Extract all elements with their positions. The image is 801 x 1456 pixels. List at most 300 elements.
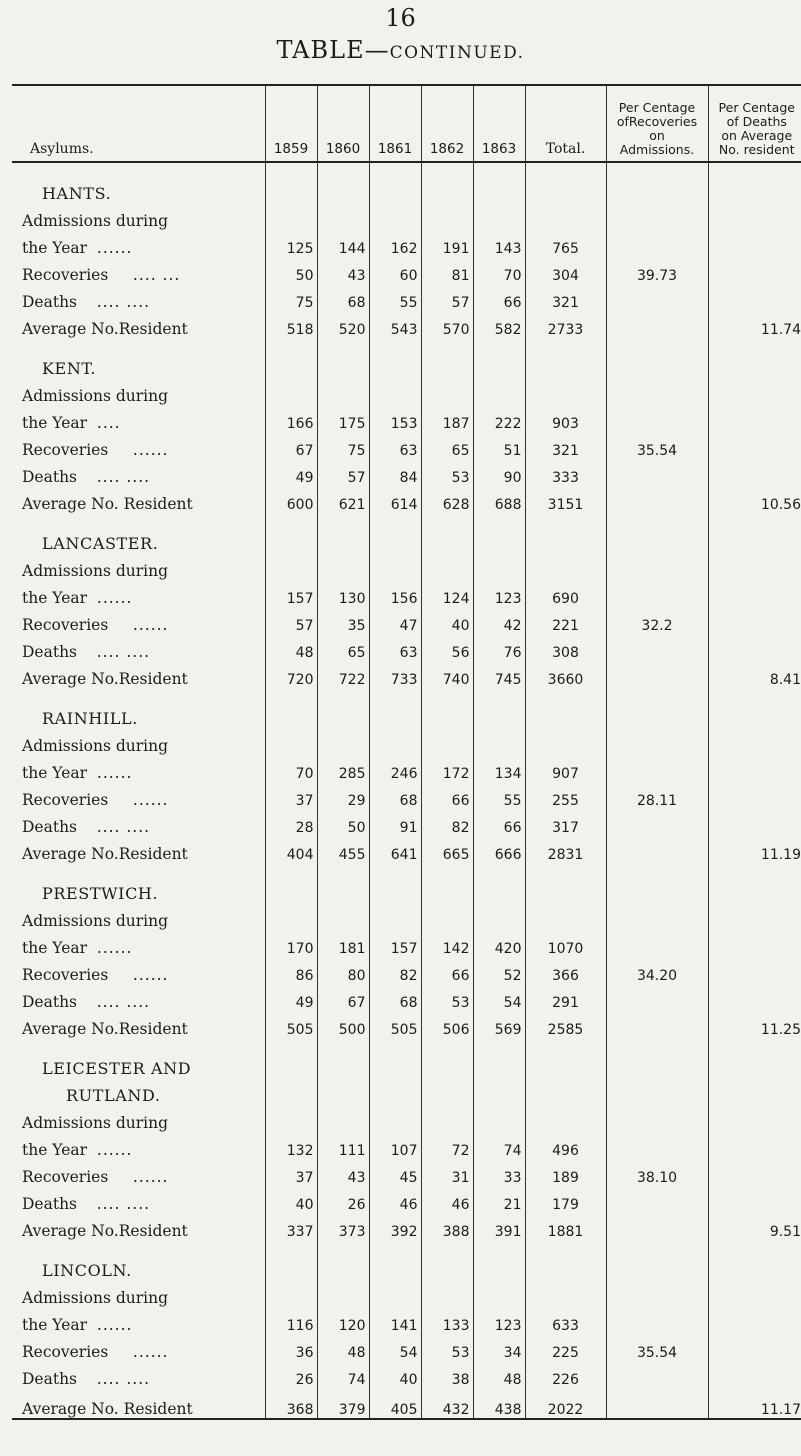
header-pct-deaths: Per Centage of Deaths on Average No. resident — [708, 85, 801, 162]
empty-cell — [369, 162, 421, 203]
empty-cell — [369, 1240, 421, 1280]
empty-cell — [473, 553, 525, 580]
title-main: TABLE— — [276, 36, 390, 64]
empty-cell — [606, 553, 708, 580]
row-label-recoveries: Recoveries .... ... — [22, 266, 181, 284]
pct-recoveries-value: 35.54 — [606, 1334, 708, 1361]
table-row — [12, 1280, 801, 1307]
empty-cell — [606, 459, 708, 486]
section-header-row — [12, 688, 801, 728]
recoveries-total: 255 — [525, 782, 606, 809]
header-asylums: Asylums. — [12, 85, 265, 162]
empty-cell — [525, 688, 606, 728]
deaths-value: 50 — [317, 809, 369, 836]
admissions-value: 157 — [265, 580, 317, 607]
average-value: 621 — [317, 486, 369, 513]
table-row-average — [12, 311, 801, 338]
empty-cell — [708, 688, 801, 728]
section-name: HANTS. — [42, 184, 112, 203]
deaths-value: 40 — [265, 1186, 317, 1213]
row-label-admissions: Admissions during — [22, 1114, 169, 1132]
empty-cell — [525, 1240, 606, 1280]
admissions-value: 285 — [317, 755, 369, 782]
deaths-value: 68 — [317, 284, 369, 311]
deaths-value: 56 — [421, 634, 473, 661]
average-value: 405 — [369, 1388, 421, 1419]
table-row — [12, 553, 801, 580]
empty-cell — [606, 230, 708, 257]
table-row-deaths — [12, 284, 801, 311]
section-header-row — [12, 162, 801, 203]
pct-deaths-value: 9.51 — [708, 1213, 801, 1240]
table-row-admissions — [12, 1307, 801, 1334]
empty-cell — [606, 1078, 708, 1105]
empty-cell — [473, 203, 525, 230]
deaths-value: 66 — [473, 284, 525, 311]
pct-recoveries-value: 35.54 — [606, 432, 708, 459]
deaths-value: 67 — [317, 984, 369, 1011]
row-label-average: Average No.Resident — [22, 320, 188, 338]
table-row — [12, 728, 801, 755]
deaths-value: 63 — [369, 634, 421, 661]
row-label-average: Average No.Resident — [22, 1020, 188, 1038]
table-row-recoveries — [12, 782, 801, 809]
empty-cell — [708, 607, 801, 634]
row-label-average: Average No. Resident — [22, 495, 193, 513]
empty-cell — [708, 513, 801, 553]
average-total: 2585 — [525, 1011, 606, 1038]
pct-deaths-value: 11.17 — [708, 1388, 801, 1419]
deaths-value: 46 — [369, 1186, 421, 1213]
empty-cell — [473, 728, 525, 755]
empty-cell — [708, 1038, 801, 1078]
average-value: 520 — [317, 311, 369, 338]
admissions-total: 690 — [525, 580, 606, 607]
section-name: LEICESTER AND — [42, 1059, 192, 1078]
table-row-recoveries — [12, 1159, 801, 1186]
header-year: 1863 — [473, 85, 525, 162]
table-row-recoveries — [12, 432, 801, 459]
table-row-admissions — [12, 755, 801, 782]
header-year: 1860 — [317, 85, 369, 162]
recoveries-value: 50 — [265, 257, 317, 284]
admissions-total: 1070 — [525, 930, 606, 957]
empty-cell — [473, 378, 525, 405]
section-header-row — [12, 338, 801, 378]
empty-cell — [606, 1307, 708, 1334]
empty-cell — [708, 809, 801, 836]
average-value: 641 — [369, 836, 421, 863]
table-row-admissions — [12, 1132, 801, 1159]
row-label-average: Average No. Resident — [12, 1388, 265, 1419]
recoveries-value: 31 — [421, 1159, 473, 1186]
empty-cell — [265, 203, 317, 230]
empty-cell — [606, 728, 708, 755]
empty-cell — [606, 1280, 708, 1307]
empty-cell — [606, 513, 708, 553]
deaths-value: 48 — [265, 634, 317, 661]
table-row-deaths — [12, 809, 801, 836]
average-total: 2022 — [525, 1388, 606, 1419]
table-row-average — [12, 1213, 801, 1240]
deaths-value: 65 — [317, 634, 369, 661]
recoveries-value: 35 — [317, 607, 369, 634]
empty-cell — [606, 863, 708, 903]
empty-cell — [708, 459, 801, 486]
empty-cell — [606, 809, 708, 836]
empty-cell — [525, 863, 606, 903]
recoveries-value: 75 — [317, 432, 369, 459]
empty-cell — [421, 728, 473, 755]
empty-cell — [421, 1038, 473, 1078]
row-label-average: Average No.Resident — [22, 1222, 188, 1240]
deaths-value: 57 — [317, 459, 369, 486]
empty-cell — [525, 1078, 606, 1105]
average-value: 404 — [265, 836, 317, 863]
table-row — [12, 203, 801, 230]
deaths-value: 55 — [369, 284, 421, 311]
section-header-row — [12, 513, 801, 553]
average-value: 745 — [473, 661, 525, 688]
empty-cell — [473, 688, 525, 728]
empty-cell — [473, 1240, 525, 1280]
pct-recoveries-value: 32.2 — [606, 607, 708, 634]
table-row — [12, 378, 801, 405]
admissions-value: 142 — [421, 930, 473, 957]
header-pct-recoveries: Per Centage ofRecoveries on Admissions. — [606, 85, 708, 162]
empty-cell — [606, 903, 708, 930]
recoveries-value: 80 — [317, 957, 369, 984]
empty-cell — [708, 257, 801, 284]
recoveries-value: 65 — [421, 432, 473, 459]
recoveries-value: 54 — [369, 1334, 421, 1361]
empty-cell — [473, 863, 525, 903]
deaths-value: 76 — [473, 634, 525, 661]
average-value: 720 — [265, 661, 317, 688]
row-label-recoveries: Recoveries ...... — [22, 966, 169, 984]
row-label-the-year: the Year ...... — [22, 239, 133, 257]
empty-cell — [606, 1105, 708, 1132]
empty-cell — [265, 728, 317, 755]
row-label-the-year: the Year ...... — [22, 1316, 133, 1334]
deaths-value: 48 — [473, 1361, 525, 1388]
recoveries-value: 52 — [473, 957, 525, 984]
empty-cell — [525, 1038, 606, 1078]
average-total: 2831 — [525, 836, 606, 863]
admissions-value: 132 — [265, 1132, 317, 1159]
empty-cell — [606, 1213, 708, 1240]
empty-cell — [708, 1078, 801, 1105]
empty-cell — [606, 486, 708, 513]
recoveries-value: 82 — [369, 957, 421, 984]
empty-cell — [317, 1105, 369, 1132]
deaths-value: 53 — [421, 984, 473, 1011]
admissions-value: 111 — [317, 1132, 369, 1159]
pct-deaths-value: 11.25 — [708, 1011, 801, 1038]
row-label-recoveries: Recoveries ...... — [22, 1168, 169, 1186]
empty-cell — [317, 863, 369, 903]
average-total: 2733 — [525, 311, 606, 338]
empty-cell — [265, 903, 317, 930]
admissions-value: 130 — [317, 580, 369, 607]
empty-cell — [317, 1078, 369, 1105]
recoveries-value: 47 — [369, 607, 421, 634]
table-row-recoveries — [12, 607, 801, 634]
header-total: Total. — [525, 85, 606, 162]
header-year: 1861 — [369, 85, 421, 162]
section-name: KENT. — [42, 359, 97, 378]
deaths-value: 46 — [421, 1186, 473, 1213]
empty-cell — [369, 863, 421, 903]
empty-cell — [606, 284, 708, 311]
empty-cell — [525, 553, 606, 580]
average-value: 392 — [369, 1213, 421, 1240]
empty-cell — [421, 338, 473, 378]
table-row-average — [12, 1011, 801, 1038]
admissions-value: 123 — [473, 580, 525, 607]
empty-cell — [708, 284, 801, 311]
empty-cell — [606, 1011, 708, 1038]
admissions-value: 187 — [421, 405, 473, 432]
empty-cell — [265, 378, 317, 405]
empty-cell — [708, 378, 801, 405]
average-total: 3660 — [525, 661, 606, 688]
average-value: 518 — [265, 311, 317, 338]
deaths-value: 53 — [421, 459, 473, 486]
empty-cell — [473, 338, 525, 378]
empty-cell — [265, 513, 317, 553]
empty-cell — [473, 1105, 525, 1132]
empty-cell — [317, 728, 369, 755]
section-name: PRESTWICH. — [42, 884, 159, 903]
empty-cell — [369, 553, 421, 580]
empty-cell — [421, 863, 473, 903]
table-row-recoveries — [12, 1334, 801, 1361]
empty-cell — [708, 984, 801, 1011]
section-header-row — [12, 863, 801, 903]
admissions-value: 120 — [317, 1307, 369, 1334]
average-value: 505 — [265, 1011, 317, 1038]
row-label-admissions: Admissions during — [22, 737, 169, 755]
empty-cell — [421, 1105, 473, 1132]
recoveries-value: 60 — [369, 257, 421, 284]
deaths-value: 74 — [317, 1361, 369, 1388]
average-value: 733 — [369, 661, 421, 688]
average-value: 373 — [317, 1213, 369, 1240]
average-value: 600 — [265, 486, 317, 513]
empty-cell — [708, 863, 801, 903]
row-label-deaths: Deaths .... .... — [22, 993, 151, 1011]
pct-recoveries-value: 28.11 — [606, 782, 708, 809]
empty-cell — [369, 688, 421, 728]
empty-cell — [525, 1280, 606, 1307]
table-row-deaths — [12, 459, 801, 486]
admissions-value: 72 — [421, 1132, 473, 1159]
section-name: LINCOLN. — [42, 1261, 132, 1280]
recoveries-value: 29 — [317, 782, 369, 809]
row-label-deaths: Deaths .... .... — [22, 468, 151, 486]
empty-cell — [606, 203, 708, 230]
empty-cell — [369, 513, 421, 553]
empty-cell — [369, 1078, 421, 1105]
average-value: 666 — [473, 836, 525, 863]
recoveries-value: 51 — [473, 432, 525, 459]
empty-cell — [473, 903, 525, 930]
recoveries-total: 304 — [525, 257, 606, 284]
admissions-value: 153 — [369, 405, 421, 432]
empty-cell — [606, 1186, 708, 1213]
empty-cell — [708, 957, 801, 984]
header-row — [12, 85, 801, 162]
admissions-value: 191 — [421, 230, 473, 257]
empty-cell — [708, 1280, 801, 1307]
empty-cell — [421, 1280, 473, 1307]
average-value: 438 — [473, 1388, 525, 1419]
recoveries-value: 37 — [265, 782, 317, 809]
table-row-admissions — [12, 230, 801, 257]
average-value: 722 — [317, 661, 369, 688]
asylum-statistics-table — [12, 84, 801, 1420]
section-name-line2: RUTLAND. — [66, 1086, 161, 1105]
empty-cell — [265, 553, 317, 580]
recoveries-value: 67 — [265, 432, 317, 459]
pct-deaths-value: 11.74 — [708, 311, 801, 338]
table-body — [12, 162, 801, 1419]
empty-cell — [317, 162, 369, 203]
empty-cell — [317, 903, 369, 930]
empty-cell — [369, 338, 421, 378]
empty-cell — [369, 203, 421, 230]
table-row — [12, 1105, 801, 1132]
empty-cell — [265, 1038, 317, 1078]
recoveries-value: 34 — [473, 1334, 525, 1361]
recoveries-value: 45 — [369, 1159, 421, 1186]
empty-cell — [265, 688, 317, 728]
table-row-deaths — [12, 634, 801, 661]
admissions-value: 181 — [317, 930, 369, 957]
table-row-deaths — [12, 984, 801, 1011]
empty-cell — [317, 203, 369, 230]
empty-cell — [317, 513, 369, 553]
admissions-total: 907 — [525, 755, 606, 782]
recoveries-value: 68 — [369, 782, 421, 809]
deaths-value: 90 — [473, 459, 525, 486]
recoveries-value: 48 — [317, 1334, 369, 1361]
empty-cell — [708, 1132, 801, 1159]
row-label-deaths: Deaths .... .... — [22, 1195, 151, 1213]
empty-cell — [708, 1307, 801, 1334]
recoveries-value: 43 — [317, 1159, 369, 1186]
deaths-total: 291 — [525, 984, 606, 1011]
admissions-total: 903 — [525, 405, 606, 432]
section-name: LANCASTER. — [42, 534, 159, 553]
table-row — [12, 903, 801, 930]
row-label-recoveries: Recoveries ...... — [22, 1343, 169, 1361]
empty-cell — [708, 1361, 801, 1388]
deaths-value: 49 — [265, 459, 317, 486]
empty-cell — [369, 1038, 421, 1078]
empty-cell — [708, 580, 801, 607]
recoveries-value: 43 — [317, 257, 369, 284]
average-value: 337 — [265, 1213, 317, 1240]
recoveries-value: 40 — [421, 607, 473, 634]
empty-cell — [421, 1078, 473, 1105]
deaths-value: 82 — [421, 809, 473, 836]
average-total: 3151 — [525, 486, 606, 513]
empty-cell — [525, 728, 606, 755]
admissions-value: 144 — [317, 230, 369, 257]
section-header-row — [12, 1078, 801, 1105]
empty-cell — [606, 338, 708, 378]
row-label-recoveries: Recoveries ...... — [22, 791, 169, 809]
empty-cell — [421, 688, 473, 728]
empty-cell — [606, 1361, 708, 1388]
empty-cell — [525, 378, 606, 405]
admissions-value: 116 — [265, 1307, 317, 1334]
empty-cell — [708, 1186, 801, 1213]
table-row-deaths — [12, 1186, 801, 1213]
row-label-deaths: Deaths .... .... — [22, 818, 151, 836]
admissions-value: 222 — [473, 405, 525, 432]
empty-cell — [708, 755, 801, 782]
empty-cell — [265, 1105, 317, 1132]
table-row-average — [12, 1388, 801, 1419]
average-value: 543 — [369, 311, 421, 338]
average-value: 688 — [473, 486, 525, 513]
average-value: 628 — [421, 486, 473, 513]
empty-cell — [525, 338, 606, 378]
empty-cell — [369, 378, 421, 405]
empty-cell — [708, 1159, 801, 1186]
admissions-value: 125 — [265, 230, 317, 257]
page-title — [0, 36, 801, 64]
admissions-value: 74 — [473, 1132, 525, 1159]
row-label-recoveries: Recoveries ...... — [22, 616, 169, 634]
empty-cell — [421, 553, 473, 580]
empty-cell — [525, 203, 606, 230]
admissions-value: 166 — [265, 405, 317, 432]
empty-cell — [606, 311, 708, 338]
empty-cell — [606, 580, 708, 607]
recoveries-value: 66 — [421, 782, 473, 809]
recoveries-value: 70 — [473, 257, 525, 284]
empty-cell — [473, 1038, 525, 1078]
average-value: 505 — [369, 1011, 421, 1038]
admissions-value: 124 — [421, 580, 473, 607]
average-value: 368 — [265, 1388, 317, 1419]
section-name: RAINHILL. — [42, 709, 138, 728]
pct-deaths-value: 11.19 — [708, 836, 801, 863]
pct-deaths-value: 8.41 — [708, 661, 801, 688]
deaths-total: 308 — [525, 634, 606, 661]
average-value: 740 — [421, 661, 473, 688]
average-value: 391 — [473, 1213, 525, 1240]
header-year: 1859 — [265, 85, 317, 162]
row-label-deaths: Deaths .... .... — [22, 643, 151, 661]
admissions-value: 170 — [265, 930, 317, 957]
empty-cell — [421, 1240, 473, 1280]
admissions-total: 496 — [525, 1132, 606, 1159]
admissions-value: 133 — [421, 1307, 473, 1334]
deaths-value: 84 — [369, 459, 421, 486]
admissions-value: 70 — [265, 755, 317, 782]
admissions-value: 246 — [369, 755, 421, 782]
deaths-value: 28 — [265, 809, 317, 836]
empty-cell — [606, 661, 708, 688]
section-header-row — [12, 1240, 801, 1280]
deaths-value: 57 — [421, 284, 473, 311]
pct-recoveries-value: 34.20 — [606, 957, 708, 984]
